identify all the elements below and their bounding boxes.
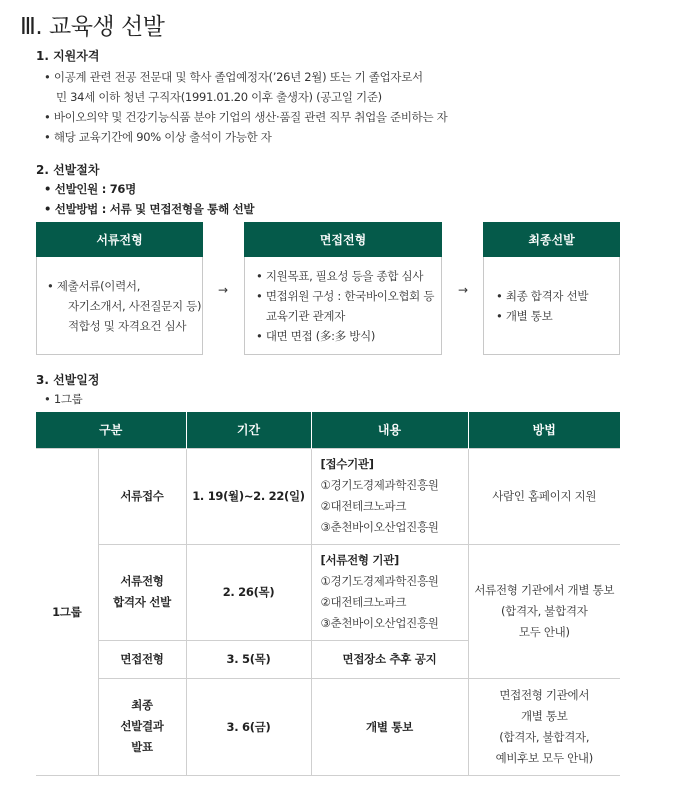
selection-count: • 선발인원 : 76명 [44, 182, 136, 196]
stage-cell: 서류접수 [98, 448, 186, 544]
method-line: 면접전형 기관에서 [499, 687, 590, 702]
content-line: ①경기도경제과학진흥원 [320, 478, 439, 492]
period-cell: 3. 5(목) [186, 640, 311, 678]
content-cell [311, 544, 468, 640]
step-line: • 면접위원 구성 : 한국바이오협회 등 [256, 288, 435, 303]
qualification-item: • 바이오의약 및 건강기능식품 분야 기업의 생산‧품질 관련 직무 취업을 준비하는 자 [44, 110, 448, 124]
method-cell: 사람인 홈페이지 지원 [468, 448, 620, 544]
group-cell: 1그룹 [36, 448, 98, 775]
step-line: • 대면 면접 (多:多 방식) [256, 328, 376, 343]
content-line: ②대전테크노파크 [320, 595, 407, 609]
stage-line: 선발결과 [120, 719, 164, 733]
step-line: • 지원목표, 필요성 등을 종합 심사 [256, 268, 424, 283]
method-line: (합격자, 불합격자, [499, 729, 590, 744]
method-line: 개별 통보 [520, 708, 568, 723]
step-box-interview [244, 257, 442, 355]
period-cell: 3. 6(금) [186, 678, 311, 775]
qualification-item-continued: 민 34세 이하 청년 구직자(1991.01.20 이후 출생자) (공고일 기준) [56, 90, 382, 104]
content-cell: 개별 통보 [311, 678, 468, 775]
stage-line: 서류전형 [120, 574, 164, 588]
schedule-table [36, 412, 620, 776]
step-line: • 제출서류(이력서, [47, 278, 141, 293]
qualification-item: • 이공계 관련 전공 전문대 및 학사 졸업예정자(’26년 2월) 또는 기 졸업자로서 [44, 70, 423, 84]
table-header-row [36, 412, 620, 448]
column-header: 방법 [468, 412, 620, 448]
qualification-item: • 해당 교육기간에 90% 이상 출석이 가능한 자 [44, 130, 272, 144]
content-line: ③춘천바이오산업진흥원 [320, 616, 439, 630]
stage-cell: 면접전형 [98, 640, 186, 678]
group-label: • 1그룹 [44, 392, 83, 406]
section-heading-qualification: 1. 지원자격 [36, 49, 100, 63]
table-row [36, 678, 620, 775]
column-header: 기간 [186, 412, 311, 448]
table-row [36, 448, 620, 544]
step-line: • 최종 합격자 선발 [496, 288, 589, 303]
period-cell: 2. 26(목) [186, 544, 311, 640]
page-title: Ⅲ. 교육생 선발 [20, 14, 165, 40]
method-line: 예비후보 모두 안내) [495, 750, 593, 765]
column-header: 구분 [36, 412, 186, 448]
arrow-right-icon: → [458, 283, 469, 297]
stage-cell [98, 678, 186, 775]
stage-line: 합격자 선발 [113, 595, 171, 609]
step-header-final: 최종선발 [483, 222, 620, 257]
method-line: 서류전형 기관에서 개별 통보 [474, 582, 615, 597]
method-cell [468, 544, 620, 678]
content-line: ①경기도경제과학진흥원 [320, 574, 439, 588]
stage-line: 발표 [131, 740, 153, 754]
section-heading-procedure: 2. 선발절차 [36, 163, 100, 177]
content-cell [311, 448, 468, 544]
stage-cell [98, 544, 186, 640]
stage-line: 최종 [131, 698, 153, 712]
content-line: [서류전형 기관] [320, 553, 399, 567]
step-line: • 개별 통보 [496, 308, 553, 323]
period-cell: 1. 19(월)~2. 22(일) [186, 448, 311, 544]
step-header-document: 서류전형 [36, 222, 203, 257]
step-line: 교육기관 관계자 [266, 308, 346, 323]
arrow-right-icon: → [218, 283, 229, 297]
step-box-final [483, 257, 620, 355]
method-cell [468, 678, 620, 775]
selection-method: • 선발방법 : 서류 및 면접전형을 통해 선발 [44, 202, 255, 216]
content-cell: 면접장소 추후 공지 [311, 640, 468, 678]
step-box-document [36, 257, 203, 355]
content-line: [접수기관] [320, 457, 374, 471]
step-line: 자기소개서, 사전질문지 등) [68, 298, 202, 313]
method-line: (합격자, 불합격자 [500, 603, 588, 618]
column-header: 내용 [311, 412, 468, 448]
step-line: 적합성 및 자격요건 심사 [68, 318, 187, 333]
table-row [36, 544, 620, 640]
content-line: ③춘천바이오산업진흥원 [320, 520, 439, 534]
section-heading-schedule: 3. 선발일정 [36, 373, 100, 387]
content-line: ②대전테크노파크 [320, 499, 407, 513]
step-header-interview: 면접전형 [244, 222, 442, 257]
method-line: 모두 안내) [518, 624, 570, 639]
